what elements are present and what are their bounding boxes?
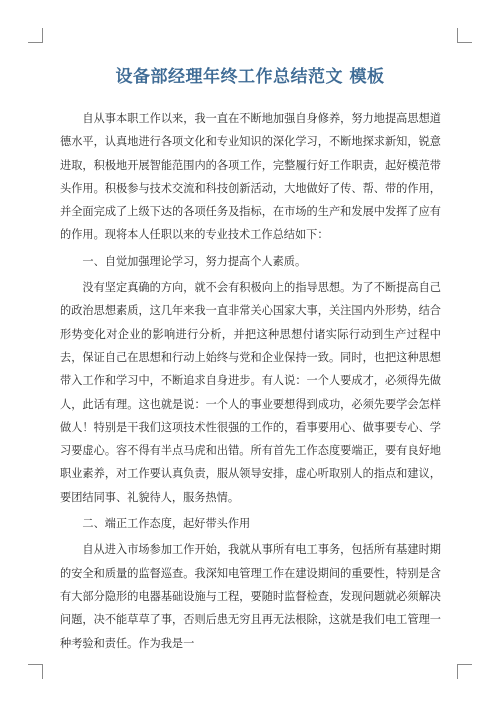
section-1-paragraph: 没有坚定真确的方向，就不会有积极向上的指导思想。为了不断提高自己的政治思想素质，这几年来我一直非常关心国家大事，关注国内外形势，结合形势变化对企业的影响进行分析，并把这种思想付诸实际行动到生产过程中去，保证自己在思想和行动上始终与党和企业保持一致。同时，也把这种思想带入工作和学习中，不断追求自身进步。有人说：一个人要成才，必须得先做人，此话有理。这也就是说：一个人的事业要想得到成功，必须先要学会怎样做人！特别是干我们这项技术性很强的工作的，看事要用心、做事要专心、学习要虚心。容不得有半点马虎和出错。所有首先工作态度要端正，要有良好地职业素养，对工作要认真负责，服从领导安排，虚心听取别人的指点和建议，要团结同事、礼貌待人，服务热情。 (60, 281, 441, 504)
crop-mark-top-right (457, 28, 472, 43)
crop-mark-bottom-left (28, 664, 43, 679)
crop-mark-top-left (28, 28, 43, 43)
document-body (60, 107, 441, 655)
section-heading-1: 一、自觉加强理论学习，努力提高个人素质。 (82, 254, 307, 268)
section-2-paragraph: 自从进入市场参加工作开始，我就从事所有电工事务，包括所有基建时期的安全和质量的监督巡查。我深知电管理工作在建设期间的重要性，特别是含有大部分隐形的电器基础设施与工程，要随时监督检查，发现问题就必须解决问题，决不能草草了事，否则后患无穷且再无法根除，这就是我们电工管理一种考验和责任。作为我是一 (60, 543, 441, 650)
section-heading-2: 二、端正工作态度，起好带头作用 (82, 517, 251, 531)
intro-paragraph: 自从事本职工作以来，我一直在不断地加强自身修养，努力地提高思想道德水平，认真地进行各项文化和专业知识的深化学习，不断地探求新知，锐意进取，积极地开展智能范围内的各项工作，完整履行好工作职责，起好模范带头作用。积极参与技术交流和科技创新活动，大地做好了传、帮、带的作用，并全面完成了上级下达的各项任务及指标，在市场的生产和发展中发挥了应有的作用。现将本人任职以来的专业技术工作总结如下： (60, 112, 441, 242)
crop-mark-bottom-right (457, 664, 472, 679)
document-title: 设备部经理年终工作总结范文 模板 (115, 67, 385, 87)
